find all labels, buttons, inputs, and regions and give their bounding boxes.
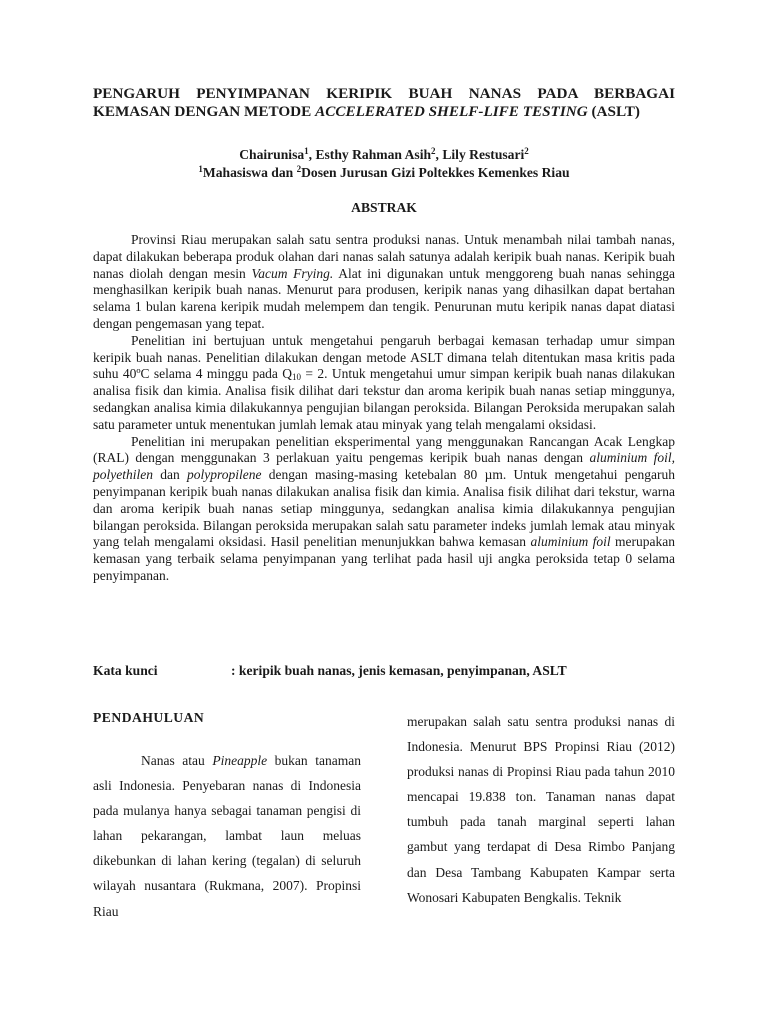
intro-left-paragraph	[93, 748, 361, 924]
title-line-2-suffix: (ASLT)	[587, 103, 640, 120]
abstract-p1-text-b: Alat ini digunakan untuk menggoreng buah nanas sehingga menghasilkan keripik buah nanas. Menurut para produsen, keripik nanas yang dihasilkan dapat bertahan selama 1 bulan karena keripik mudah melempem dan tengik. Penurunan mutu keripik nanas dapat diatasi dengan pengemasan yang tepat.	[93, 265, 676, 331]
abstract-p3-italic-2: polypropilene	[187, 467, 262, 483]
affiliation-2: Dosen Jurusan Gizi Poltekkes Kemenkes Riau	[301, 165, 570, 180]
abstract-p2-text-b: = 2. Untuk mengetahui umur simpan keripik buah nanas dilakukan analisa fisik dan kimia. Analisa fisik dilihat dari tekstur dan aroma keripik buah nanas setiap minggunya, sedangkan analisa kimia dilakukannya pengujian bilangan peroksida. Bilangan Peroksida merupakan salah satu parameter untuk menentukan jumlah lemak atau minyak yang telah mengalami oksidasi.	[93, 366, 675, 432]
intro-left-column	[93, 709, 361, 924]
abstract-p3-italic-3: aluminium foil	[530, 534, 611, 550]
intro-left-italic: Pineapple	[212, 753, 268, 768]
abstract-body	[93, 232, 675, 585]
abstract-paragraph-3	[93, 434, 675, 585]
section-heading-pendahuluan: PENDAHULUAN	[93, 710, 205, 725]
title-line-1: PENGARUH PENYIMPANAN KERIPIK BUAH NANAS PADA BERBAGAI	[93, 85, 675, 102]
paper-title	[93, 85, 675, 121]
abstract-p1-italic: Vacum Frying.	[251, 265, 334, 281]
intro-left-text-a: Nanas atau	[141, 753, 213, 768]
author-3: , Lily Restusari	[435, 147, 525, 162]
abstract-paragraph-2	[93, 333, 675, 434]
abstract-p3-italic-1: aluminium foil, polyethilen	[93, 450, 675, 483]
abstract-p3-text-b: dan	[152, 467, 188, 483]
intro-right-column	[407, 709, 675, 910]
abstract-p2-text-a: Penelitian ini bertujuan untuk mengetahui pengaruh berbagai kemasan terhadap umur simpan keripik buah nanas. Penelitian dilakukan dengan metode ASLT dimana telah ditentukan masa kritis pada suhu 40ºC selama 4 minggu pada Q	[93, 332, 675, 382]
author-2: , Esthy Rahman Asih	[308, 147, 432, 162]
title-method-italic: ACCELERATED SHELF-LIFE TESTING	[315, 103, 588, 120]
keywords-label: Kata kunci	[93, 663, 158, 678]
abstract-heading: ABSTRAK	[351, 200, 417, 215]
abstract-p3-text-c: dengan masing-masing ketebalan 80 µm. Untuk mengetahui pengaruh penyimpanan keripik buah nanas dilakukan analisa fisik dan kimia. Analisa fisik dilihat dari tekstur, warna dan aroma keripik buah nanas setiap minggunya, sedangkan analisa kimia dilakukannya pengujian bilangan peroksida. Bilangan peroksida merupakan salah satu parameter indeks jumlah lemak atau minyak yang telah mengalami oksidasi. Hasil penelitian menunjukkan bahwa kemasan	[93, 467, 675, 550]
affiliation-1: Mahasiswa dan	[202, 165, 297, 180]
author-1-sup: 1	[304, 146, 309, 156]
abstract-p3-text-a: Penelitian ini merupakan penelitian eksperimental yang menggunakan Rancangan Acak Lengkap (RAL) dengan menggunakan 3 perlakuan yaitu pengemas keripik buah nanas dengan	[93, 433, 675, 466]
author-block	[93, 146, 675, 182]
abstract-p1-text-a: Provinsi Riau merupakan salah satu sentra produksi nanas. Untuk menambah nilai tambah nanas, dapat dilakukan beberapa produk olahan dari nanas salah satunya adalah keripik buah nanas. Keripik buah nanas diolah dengan mesin	[93, 232, 675, 281]
affiliation-sup-2: 2	[296, 164, 302, 174]
keywords-value: : keripik buah nanas, jenis kemasan, penyimpanan, ASLT	[231, 663, 567, 678]
author-3-sup: 2	[524, 146, 529, 156]
author-names	[93, 146, 675, 164]
keywords	[93, 663, 675, 679]
abstract-p3-text-d: merupakan kemasan yang terbaik selama penyimpanan yang terlihat pada hasil uji angka peroksida tetap 0 selama penyimpanan.	[93, 534, 675, 583]
intro-left-text-b: bukan tanaman asli Indonesia. Penyebaran nanas di Indonesia pada mulanya hanya sebagai tanaman pengisi di lahan pekarangan, lambat laun meluas dikebunkan di lahan kering (tegalan) di seluruh wilayah nusantara (Rukmana, 2007). Propinsi Riau	[93, 753, 361, 919]
abstract-p2-subscript: 10	[292, 372, 302, 383]
abstract-paragraph-1	[93, 232, 675, 333]
title-line-2-prefix: KEMASAN DENGAN METODE	[93, 103, 316, 120]
affiliation-sup-1: 1	[198, 164, 203, 174]
intro-right-paragraph: merupakan salah satu sentra produksi nanas di Indonesia. Menurut BPS Propinsi Riau (2012) produksi nanas di Propinsi Riau pada tahun 2010 mencapai 19.838 ton. Tanaman nanas dapat tumbuh pada tanah marginal seperti lahan gambut yang terdapat di Desa Rimbo Panjang dan Desa Tambang Kabupaten Kampar serta Wonosari Kabupaten Bengkalis. Teknik	[407, 714, 675, 905]
affiliation	[93, 164, 675, 182]
author-2-sup: 2	[431, 146, 436, 156]
title-line-2	[93, 103, 640, 120]
author-1: Chairunisa	[239, 147, 305, 162]
